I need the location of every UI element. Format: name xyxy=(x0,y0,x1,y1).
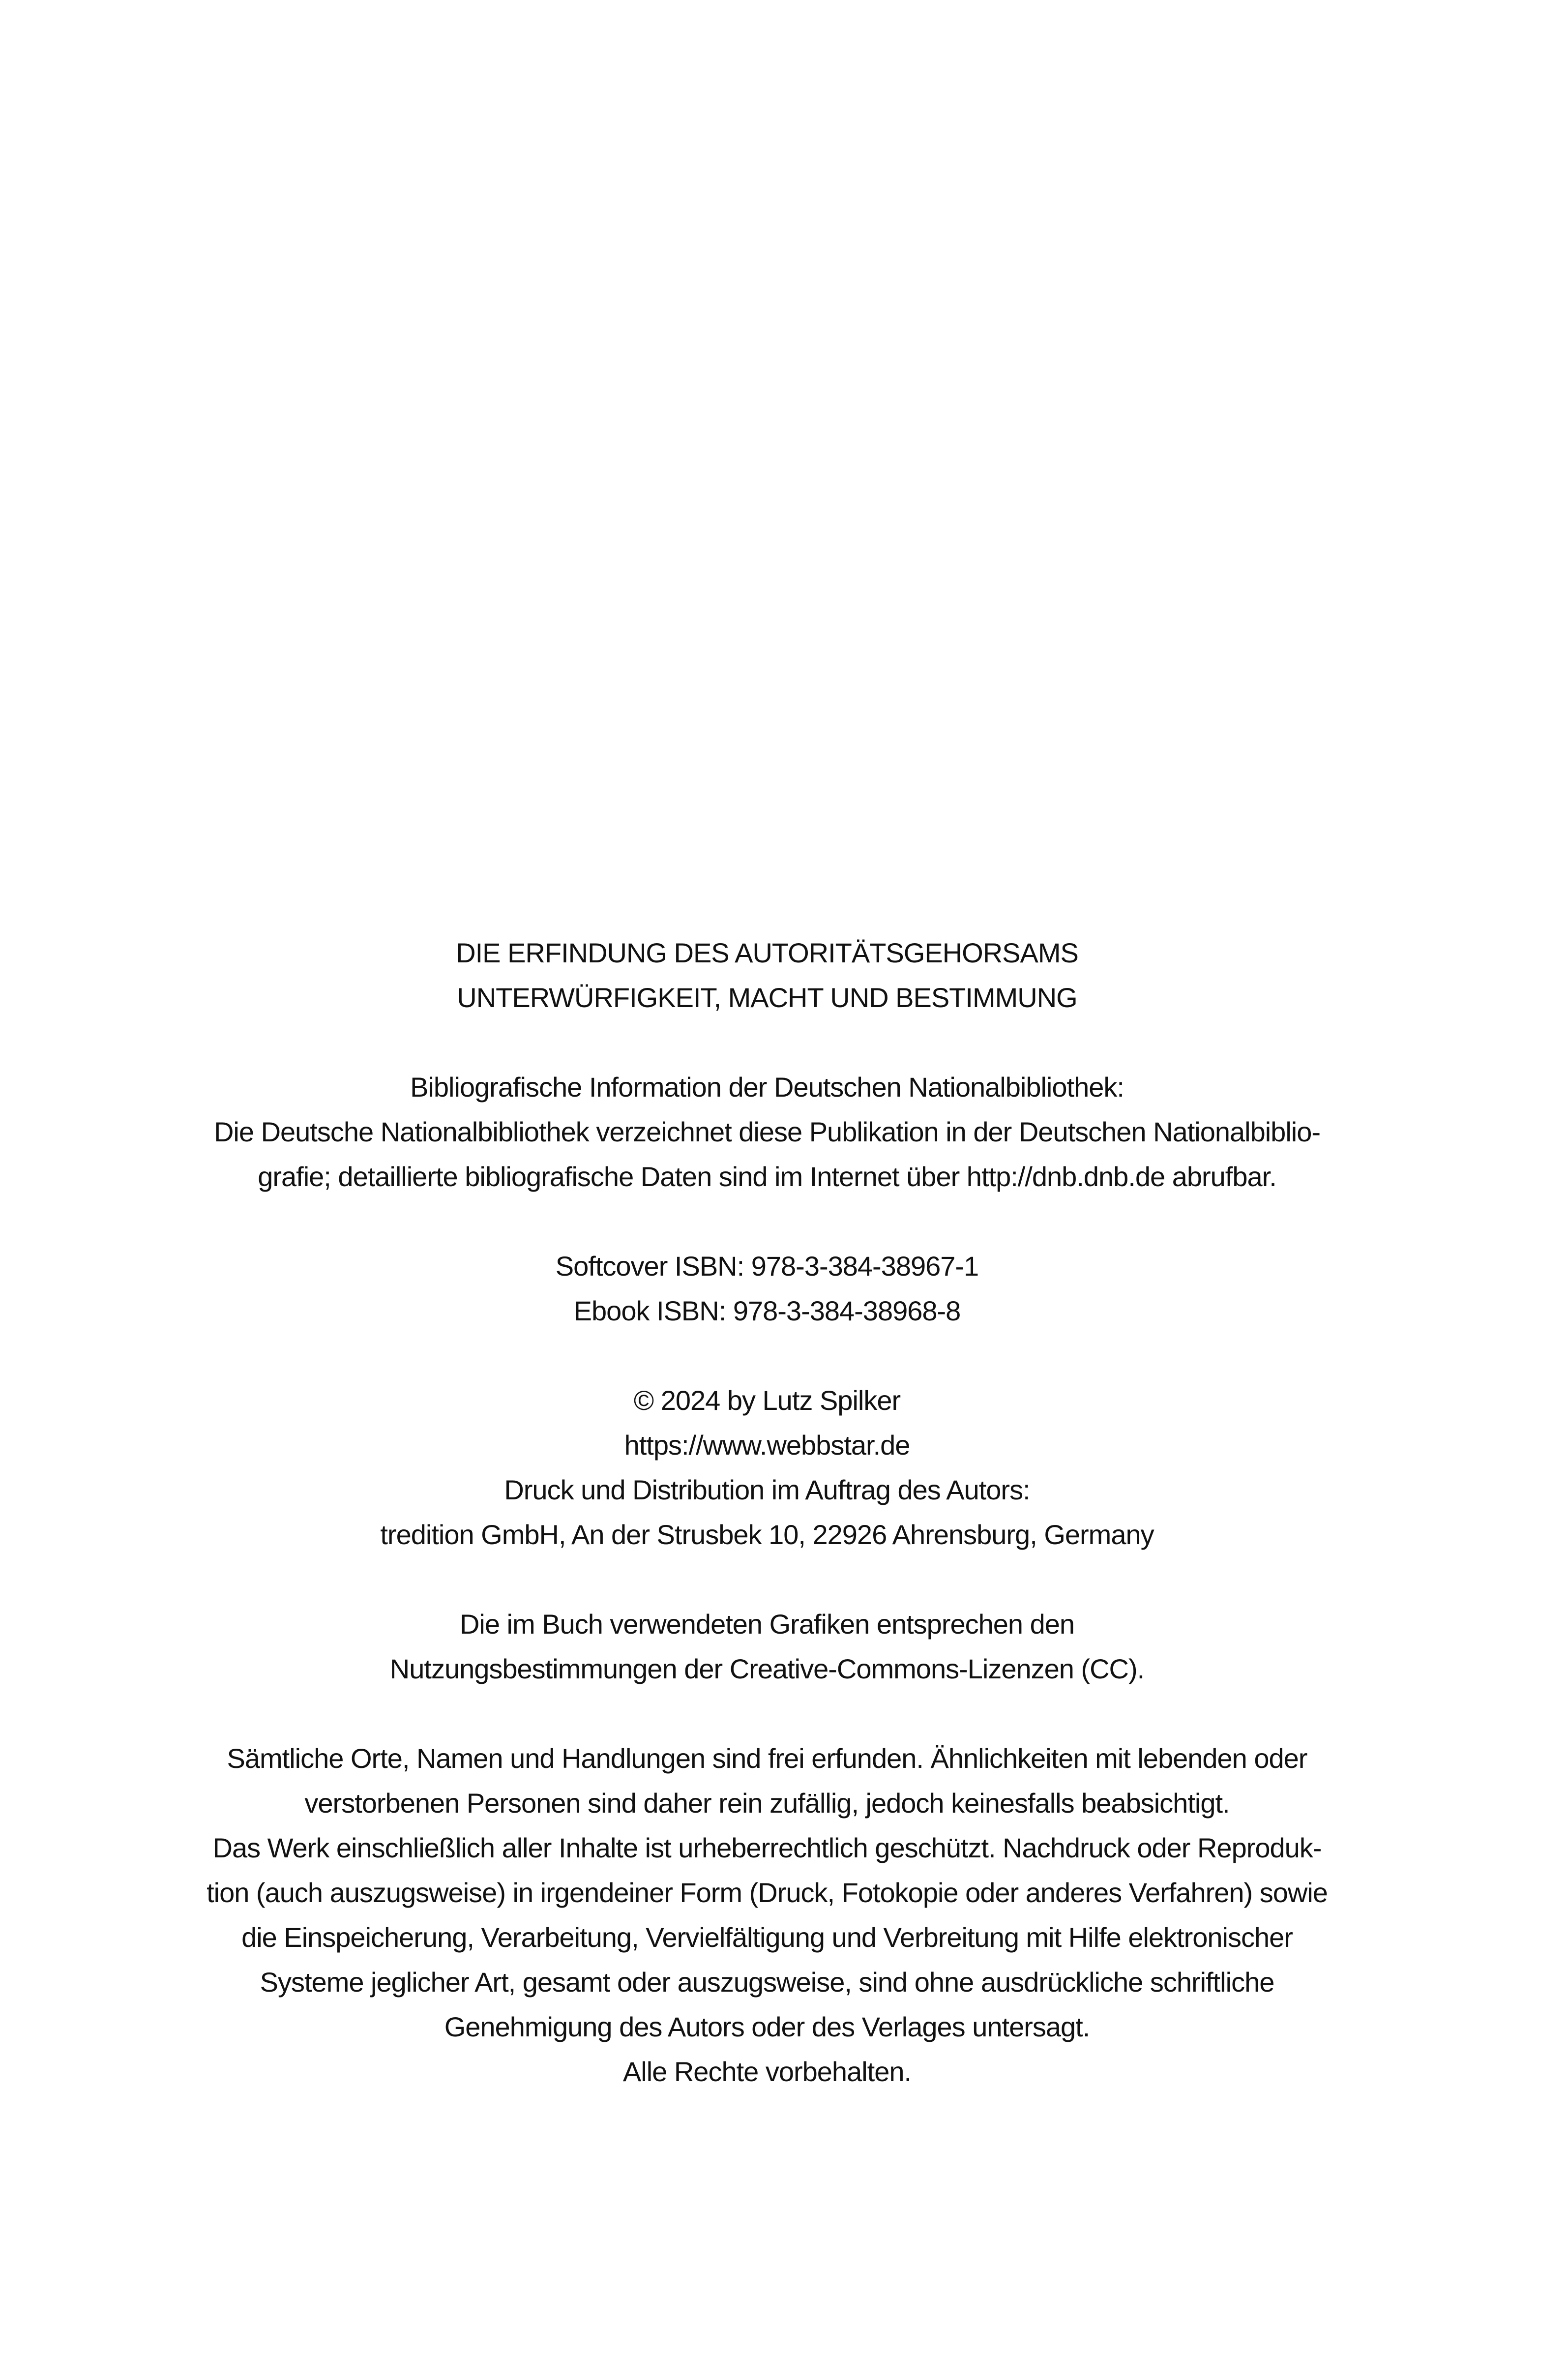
publisher-address: tredition GmbH, An der Strusbek 10, 22926 Ahrensburg, Germany xyxy=(380,1519,1154,1550)
isbn-block xyxy=(148,1244,1387,1333)
ebook-isbn: Ebook ISBN: 978-3-384-38968-8 xyxy=(573,1295,961,1326)
bibliographic-line: grafie; detaillierte bibliografische Daten sind im Internet über http://dnb.dnb.de abrufbar. xyxy=(258,1161,1276,1192)
legal-line: Systeme jeglicher Art, gesamt oder auszugsweise, sind ohne ausdrückliche schriftliche xyxy=(260,1967,1274,1998)
graphics-notice-line: Die im Buch verwendeten Grafiken entsprechen den xyxy=(459,1609,1075,1640)
graphics-notice-line: Nutzungsbestimmungen der Creative-Commons-Lizenzen (CC). xyxy=(389,1653,1145,1684)
book-subtitle: UNTERWÜRFIGKEIT, MACHT UND BESTIMMUNG xyxy=(457,982,1077,1013)
bibliographic-info xyxy=(148,1065,1387,1199)
legal-line: die Einspeicherung, Verarbeitung, Vervielfältigung und Verbreitung mit Hilfe elektronischer xyxy=(241,1922,1293,1953)
spacer xyxy=(148,1333,1387,1378)
distribution-line: Druck und Distribution im Auftrag des Autors: xyxy=(504,1474,1030,1505)
legal-notice xyxy=(148,1736,1387,2094)
graphics-notice xyxy=(148,1602,1387,1691)
legal-line: tion (auch auszugsweise) in irgendeiner Form (Druck, Fotokopie oder anderes Verfahren) sowie xyxy=(207,1877,1328,1908)
book-title: DIE ERFINDUNG DES AUTORITÄTSGEHORSAMS xyxy=(456,937,1078,968)
spacer xyxy=(148,1020,1387,1065)
publisher-block xyxy=(148,1378,1387,1557)
website-url: https://www.webbstar.de xyxy=(624,1430,910,1461)
bibliographic-line: Die Deutsche Nationalbibliothek verzeichnet diese Publikation in der Deutschen Nationalbiblio- xyxy=(213,1116,1320,1147)
spacer xyxy=(148,1199,1387,1244)
legal-line: Genehmigung des Autors oder des Verlages untersagt. xyxy=(444,2011,1090,2042)
rights-reserved: Alle Rechte vorbehalten. xyxy=(622,2056,912,2087)
legal-line: Das Werk einschließlich aller Inhalte ist urheberrechtlich geschützt. Nachdruck oder Reproduk- xyxy=(212,1832,1322,1863)
bibliographic-heading: Bibliografische Information der Deutschen Nationalbibliothek: xyxy=(410,1072,1124,1103)
legal-line: verstorbenen Personen sind daher rein zufällig, jedoch keinesfalls beabsichtigt. xyxy=(304,1788,1230,1819)
spacer xyxy=(148,1557,1387,1602)
legal-line: Sämtliche Orte, Namen und Handlungen sind frei erfunden. Ähnlichkeiten mit lebenden oder xyxy=(227,1743,1307,1774)
imprint-text xyxy=(148,930,1387,2094)
spacer xyxy=(148,1691,1387,1736)
softcover-isbn: Softcover ISBN: 978-3-384-38967-1 xyxy=(555,1251,979,1282)
title-block xyxy=(148,930,1387,1020)
copyright-line: © 2024 by Lutz Spilker xyxy=(633,1385,901,1416)
